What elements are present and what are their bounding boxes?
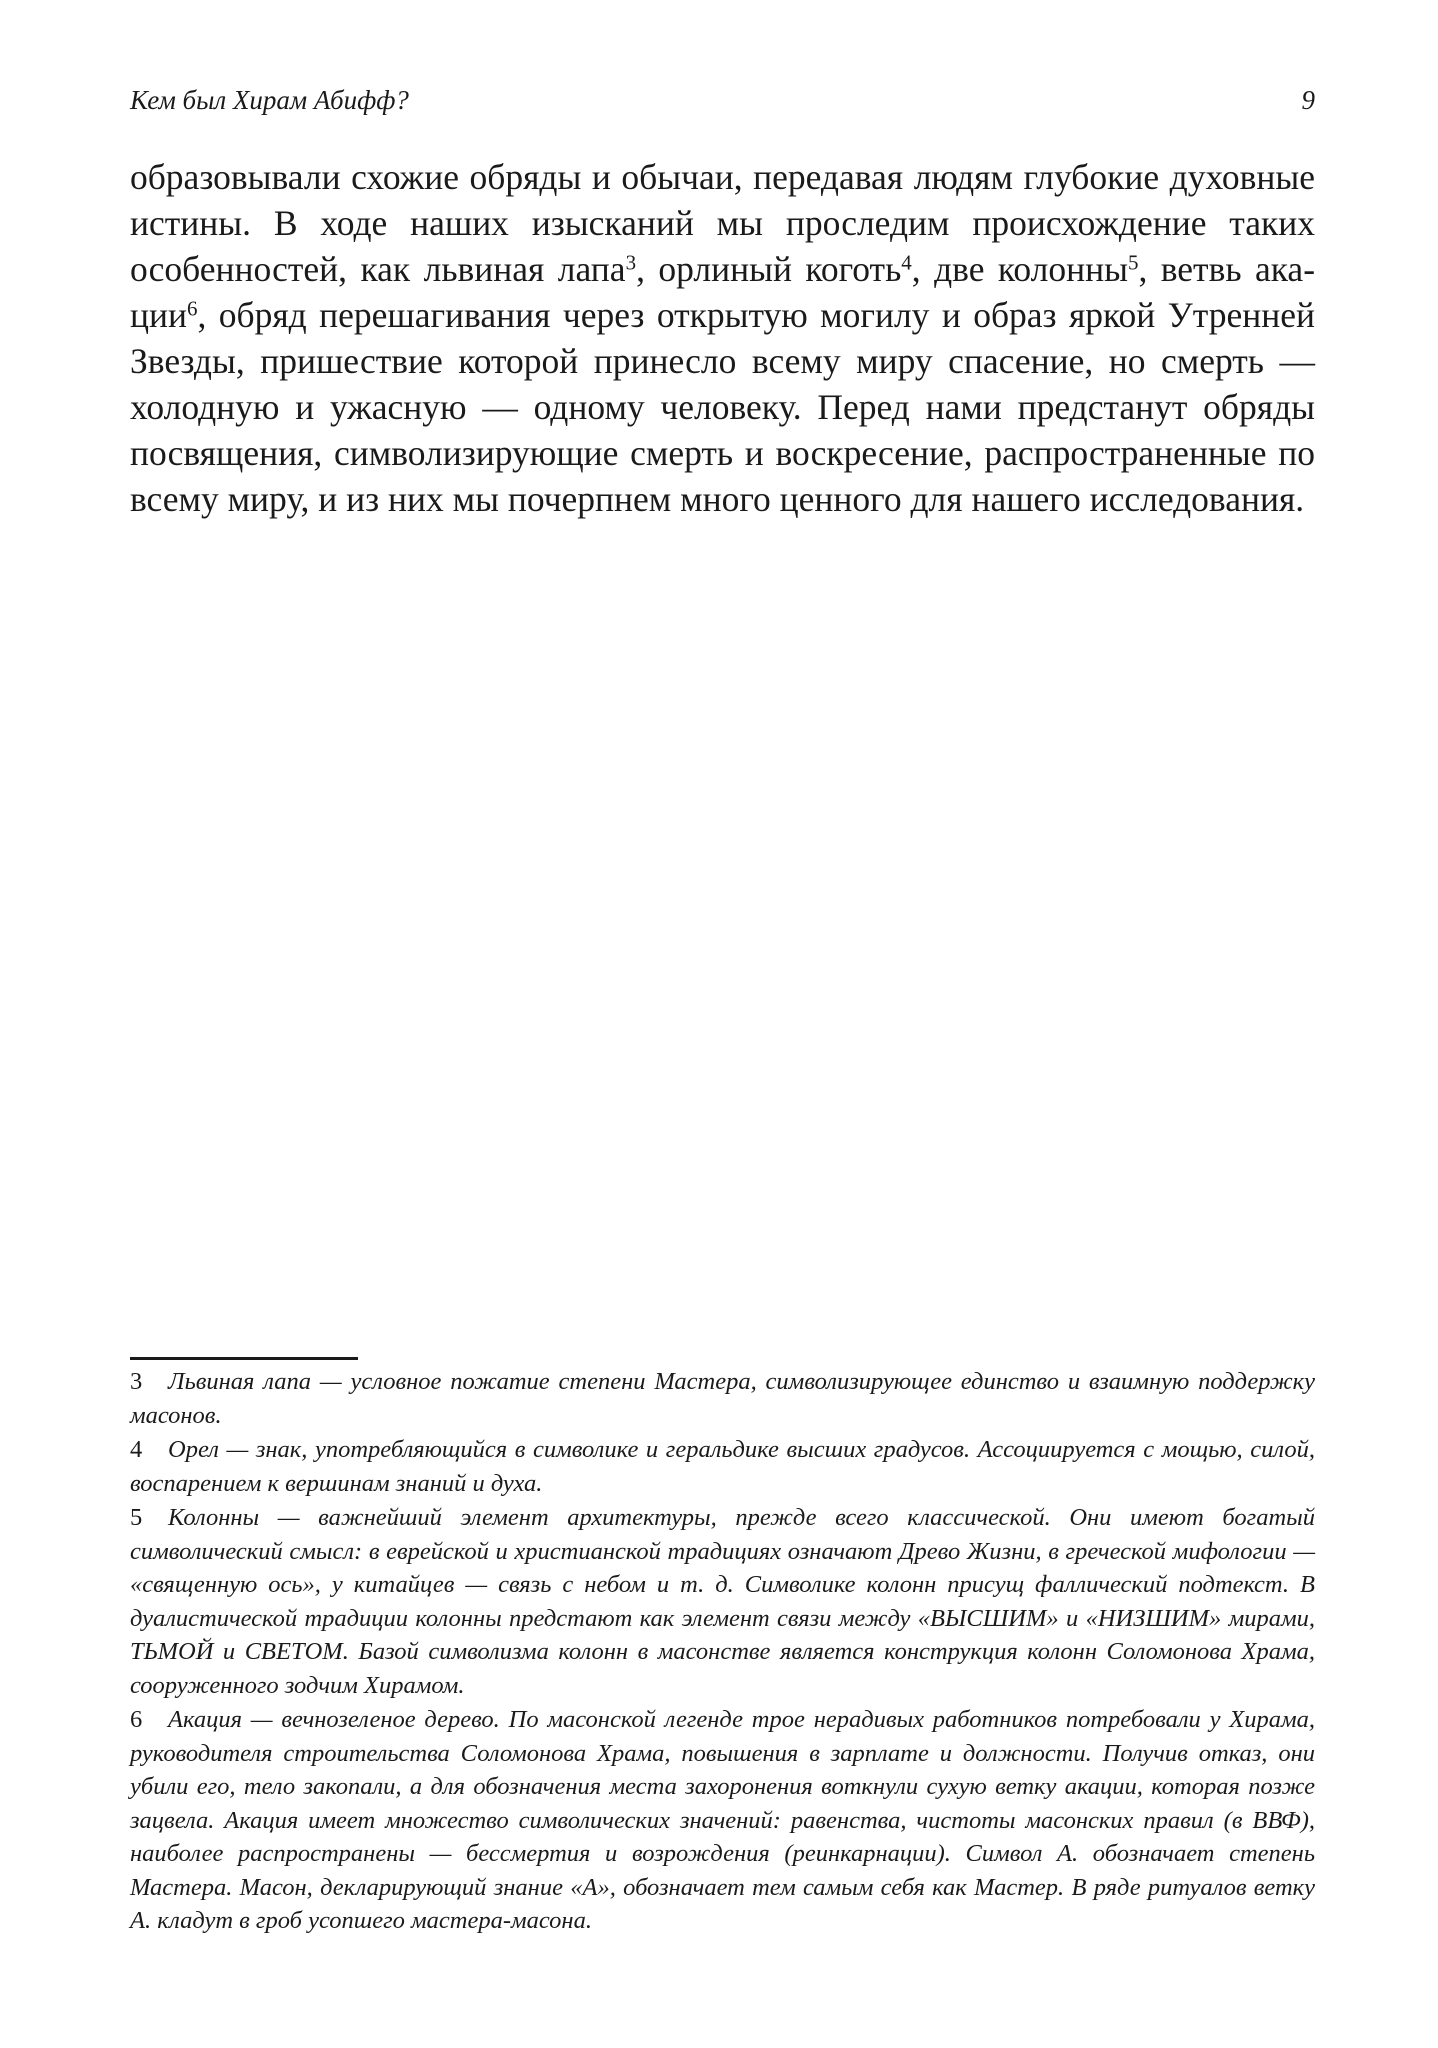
footnote-text: Орел — знак, употребляющийся в символике и геральдике высших градусов. Ассоциируется с мощью, силой, воспарением к вершинам знаний и духа.	[130, 1436, 1315, 1497]
footnote-4	[130, 1433, 1315, 1500]
body-text-segment: образовывали схожие обряды и обычаи, передавая людям глубокие духовные истины. В ходе наших изысканий мы проследим происхождение таких особенностей, как львиная лапа	[130, 157, 1315, 289]
footnote-ref-3[interactable]: 3	[625, 250, 637, 275]
footnote-text: Львиная лапа — условное пожатие степени Мастера, символизирующее единство и взаимную поддержку масонов.	[130, 1368, 1315, 1429]
body-text-segment: , две колонны	[911, 249, 1128, 289]
body-text-segment: , обряд перешагивания через открытую могилу и образ яркой Утренней Звезды, пришествие которой принесло всему миру спасение, но смерть — холодную и ужасную — одному человеку. Перед нами предстанут обряды посвящения, символизирующие смерть и воскресение, распространенные по всему миру, и из них мы почерпнем много ценного для нашего исследования.	[130, 295, 1315, 519]
footnote-separator	[130, 1357, 358, 1360]
footnote-number: 6	[130, 1706, 143, 1733]
footnote-ref-6[interactable]: 6	[187, 296, 198, 321]
footnote-5	[130, 1501, 1315, 1702]
footnote-ref-5[interactable]: 5	[1127, 250, 1139, 275]
running-head	[130, 82, 1315, 118]
footnote-ref-4[interactable]: 4	[901, 250, 912, 275]
footnote-number: 5	[130, 1504, 143, 1531]
body-paragraph	[130, 154, 1315, 522]
footnote-number: 4	[130, 1436, 143, 1463]
footnotes-list	[130, 1365, 1315, 1939]
running-title: Кем был Хирам Абифф?	[130, 85, 409, 115]
page-number: 9	[1301, 85, 1315, 115]
body-text-segment: , ветвь акации	[130, 249, 1316, 335]
body-text-segment: , орлиный коготь	[636, 249, 902, 289]
footnote-text: Колонны — важнейший элемент архитектуры, прежде всего классической. Они имеют богатый символический смысл: в еврейской и христианской традициях означают Древо Жизни, в греческой мифологии — «священную ось», у китайцев — связь с небом и т. д. Символике колонн присущ фаллический подтекст. В дуалистической традиции колонны предстают как элемент связи между «ВЫСШИМ» и «НИЗШИМ» мирами, ТЬМОЙ и СВЕТОМ. Базой символизма колонн в масонстве является конструкция колонн Соломонова Храма, сооруженного зодчим Хирамом.	[130, 1504, 1315, 1699]
footnote-text: Акация — вечнозеленое дерево. По масонской легенде трое нерадивых работников потребовали у Хирама, руководителя строительства Соломонова Храма, повышения в зарплате и должности. Получив отказ, они убили его, тело закопали, а для обозначения места захоронения воткнули сухую ветку акации, которая позже зацвела. Акация имеет множество символических значений: равенства, чистоты масонских правил (в ВВФ), наиболее распространены — бессмертия и возрождения (реинкарнации). Символ А. обозначает степень Мастера. Масон, декларирующий знание «А», обозначает тем самым себя как Мастер. В ряде ритуалов ветку А. кладут в гроб усопшего мастера-масона.	[130, 1706, 1315, 1934]
footnote-3	[130, 1365, 1315, 1432]
footnote-number: 3	[130, 1368, 143, 1395]
footnote-6	[130, 1703, 1315, 1938]
